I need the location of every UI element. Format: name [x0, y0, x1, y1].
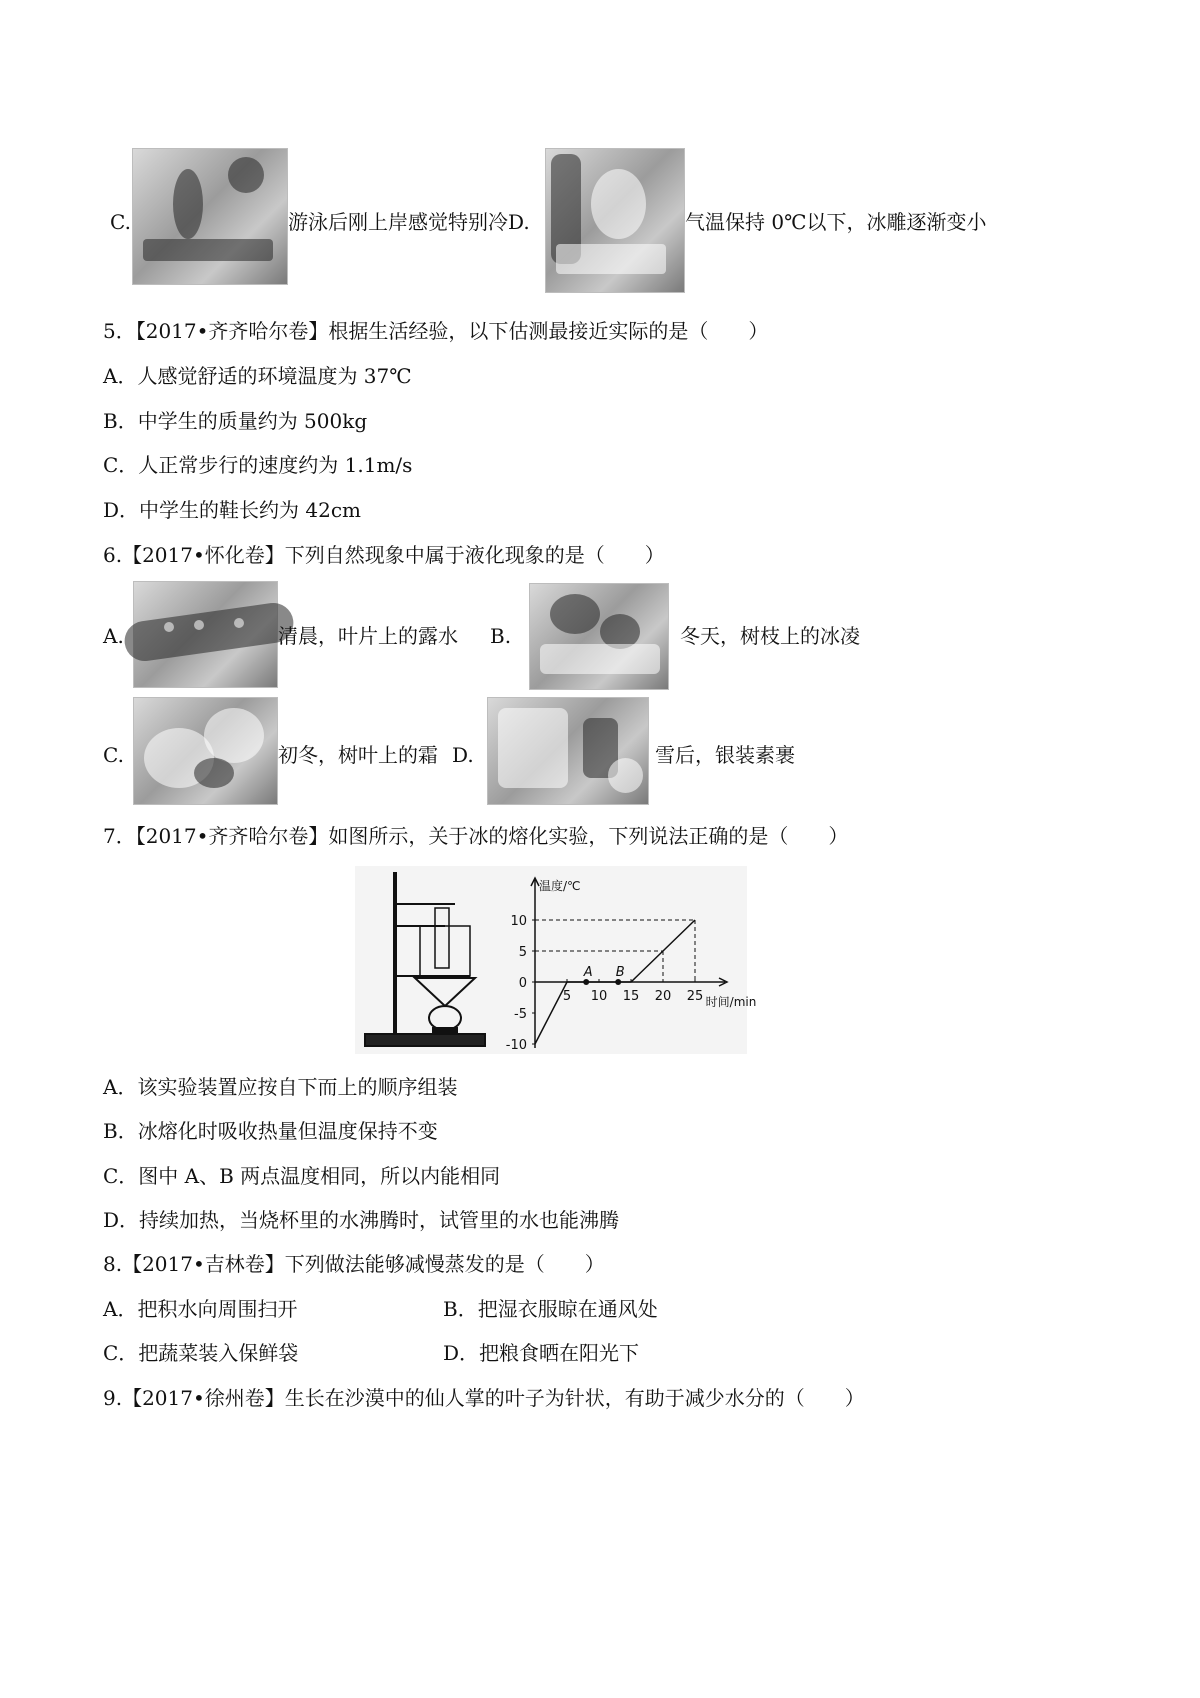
q7-option-a: A．该实验装置应按自下而上的顺序组装	[103, 1075, 458, 1099]
q7-option-d: D．持续加热，当烧杯里的水沸腾时，试管里的水也能沸腾	[103, 1208, 620, 1232]
q6-option-d-text: 雪后，银装素裹	[655, 743, 795, 767]
q8-option-b: B．把湿衣服晾在通风处	[443, 1297, 658, 1321]
temperature-time-graph	[506, 878, 757, 1053]
q6-option-b-text: 冬天，树枝上的冰凌	[680, 624, 860, 648]
q7-option-b: B．冰熔化时吸收热量但温度保持不变	[103, 1119, 438, 1143]
y-tick-label: 5	[518, 945, 527, 960]
frost-leaf-photo	[133, 697, 278, 805]
dew-leaf-photo	[133, 581, 278, 688]
q5-option-a: A．人感觉舒适的环境温度为 37℃	[103, 364, 412, 388]
apparatus-diagram	[365, 872, 485, 1046]
point-b-label: B	[615, 965, 625, 980]
point-a-label: A	[583, 965, 593, 980]
x-axis-label: 时间/min	[705, 995, 757, 1009]
q8-option-a: A．把积水向周围扫开	[103, 1297, 298, 1321]
ice-sculpture-photo	[545, 148, 685, 293]
q8-option-c: C．把蔬菜装入保鲜袋	[103, 1341, 299, 1365]
x-tick-label: 10	[590, 989, 608, 1004]
q7-stem: 7．【2017•齐齐哈尔卷】如图所示，关于冰的熔化实验，下列说法正确的是（ ）	[103, 824, 849, 848]
q7-option-c: C．图中 A、B 两点温度相同，所以内能相同	[103, 1164, 501, 1188]
melting-experiment-figure	[355, 866, 757, 1054]
q4-option-d-text: 气温保持 0℃以下，冰雕逐渐变小	[685, 210, 987, 234]
x-tick-label: 5	[562, 989, 572, 1004]
q8-stem: 8.【2017•吉林卷】下列做法能够减慢蒸发的是（ ）	[103, 1252, 605, 1276]
q6-option-c-letter: C.	[103, 743, 124, 767]
q6-option-d-letter: D.	[452, 743, 474, 767]
q5-stem: 5．【2017•齐齐哈尔卷】根据生活经验，以下估测最接近实际的是（ ）	[103, 319, 769, 343]
q5-option-d: D．中学生的鞋长约为 42cm	[103, 498, 362, 522]
y-tick-label: -10	[505, 1038, 527, 1053]
melting-experiment-svg	[355, 866, 757, 1054]
y-axis-label: 温度/℃	[539, 879, 581, 893]
q6-stem: 6.【2017•怀化卷】下列自然现象中属于液化现象的是（ ）	[103, 543, 665, 567]
swimmer-photo	[132, 148, 288, 285]
q4-option-c-text: 游泳后刚上岸感觉特别冷	[288, 210, 508, 234]
x-tick-label: 15	[622, 989, 640, 1004]
y-tick-label: 0	[518, 976, 527, 991]
icicle-branch-photo	[529, 583, 669, 690]
q8-option-d: D．把粮食晒在阳光下	[443, 1341, 640, 1365]
y-tick-label: -5	[514, 1007, 527, 1022]
snow-scene-photo	[487, 697, 649, 805]
q4-option-d-letter: D.	[508, 210, 530, 234]
q6-option-b-letter: B.	[490, 624, 512, 648]
y-tick-label: 10	[510, 914, 527, 929]
x-tick-label: 20	[654, 989, 672, 1004]
q4-option-c-letter: C.	[110, 210, 131, 234]
x-tick-label: 25	[686, 989, 704, 1004]
q6-option-a-letter: A.	[103, 624, 124, 648]
q6-option-a-text: 清晨，叶片上的露水	[278, 624, 458, 648]
q6-option-c-text: 初冬，树叶上的霜	[278, 743, 438, 767]
q5-option-c: C．人正常步行的速度约为 1.1m/s	[103, 453, 413, 477]
q9-stem: 9.【2017•徐州卷】生长在沙漠中的仙人掌的叶子为针状，有助于减少水分的（ ）	[103, 1386, 865, 1410]
q5-option-b: B．中学生的质量约为 500kg	[103, 409, 368, 433]
